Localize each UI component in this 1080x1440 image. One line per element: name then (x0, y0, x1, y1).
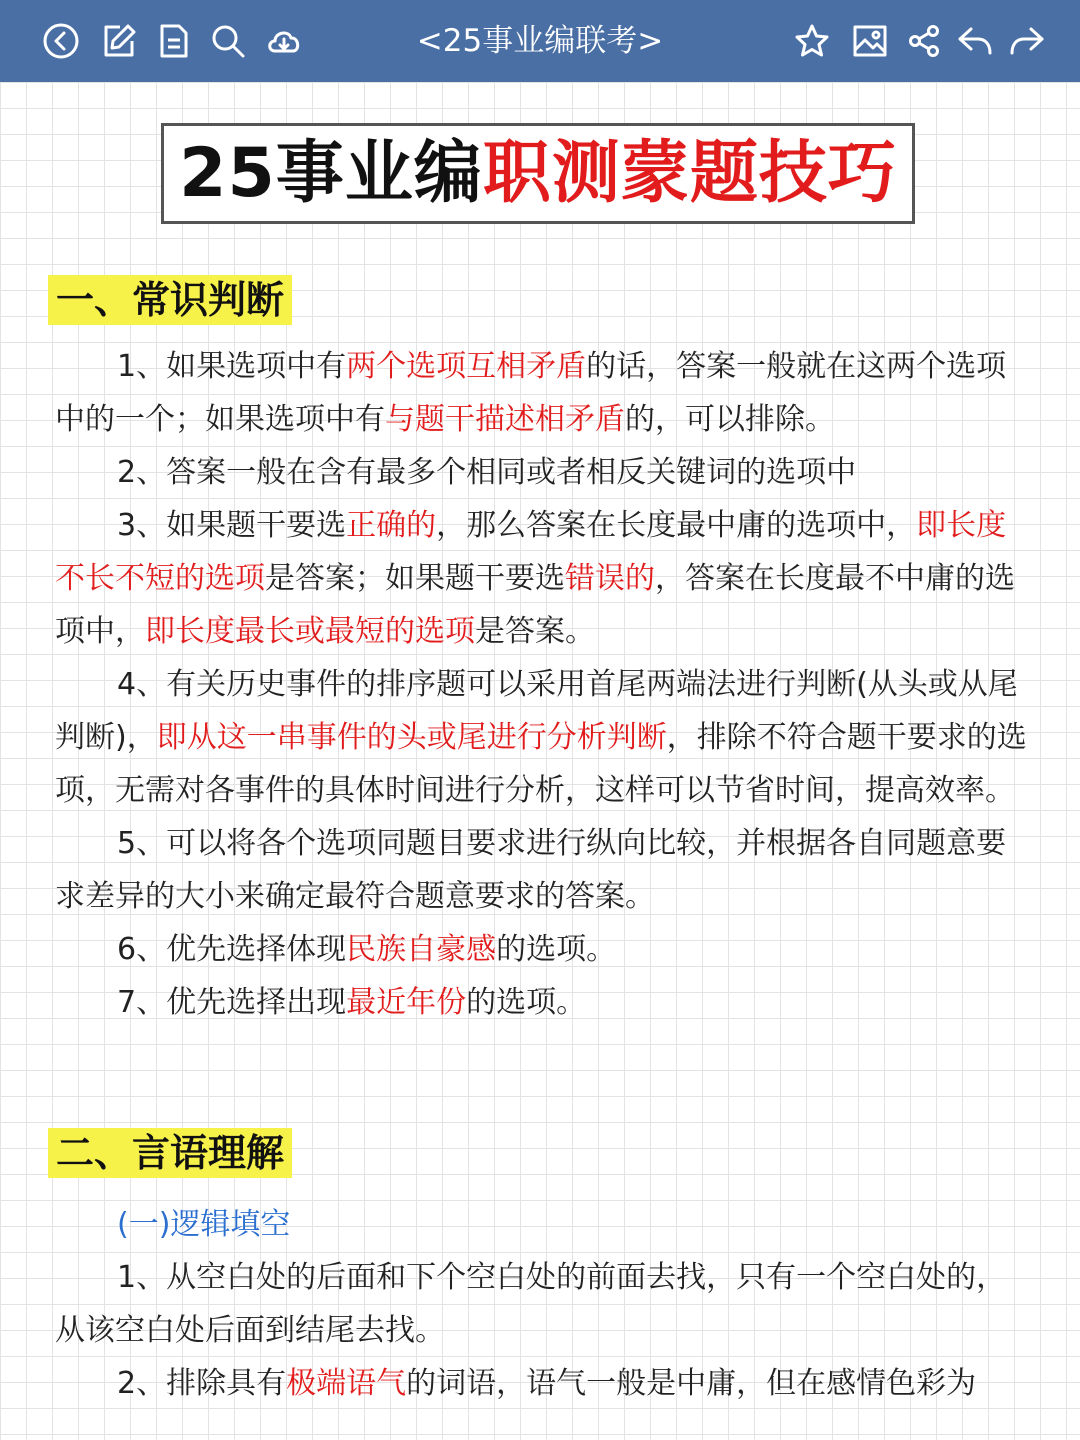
subheading-logic-fill: (一)逻辑填空 (117, 1207, 291, 1242)
section-1-body (55, 340, 1035, 1029)
paragraph-6: 6、优先选择体现民族自豪感的选项。 (117, 932, 617, 967)
search-icon[interactable] (209, 22, 247, 60)
paragraph-1: 1、如果选项中有两个选项互相矛盾的话，答案一般就在这两个选项中的一个；如果选项中有与题干描述相矛盾的，可以排除。 (55, 349, 1007, 437)
title-part-1: 25事业编 (179, 134, 483, 213)
image-icon[interactable] (851, 22, 889, 60)
forward-icon[interactable] (1008, 22, 1046, 60)
page-title (161, 123, 915, 224)
paragraph-5: 5、可以将各个选项同题目要求进行纵向比较，并根据各自同题意要求差异的大小来确定最符合题意要求的答案。 (55, 826, 1007, 914)
paragraph-8: 1、从空白处的后面和下个空白处的前面去找，只有一个空白处的，从该空白处后面到结尾去找。 (55, 1260, 1007, 1348)
star-icon[interactable] (793, 22, 831, 60)
window-title: <25事业编联考> (416, 23, 664, 59)
paragraph-2: 2、答案一般在含有最多个相同或者相反关键词的选项中 (117, 455, 857, 490)
section-heading-common-sense: 一、常识判断 (48, 275, 292, 325)
section-heading-verbal: 二、言语理解 (48, 1128, 292, 1178)
cloud-download-icon[interactable] (265, 22, 303, 60)
paragraph-7: 7、优先选择出现最近年份的选项。 (117, 985, 587, 1020)
edit-icon[interactable] (100, 22, 138, 60)
paragraph-9: 2、排除具有极端语气的词语，语气一般是中庸，但在感情色彩为 (117, 1366, 977, 1401)
share-icon[interactable] (905, 22, 943, 60)
section-2-body (55, 1251, 1035, 1410)
title-part-2: 职测蒙题技巧 (482, 134, 897, 213)
top-toolbar (0, 0, 1080, 82)
paragraph-4: 4、有关历史事件的排序题可以采用首尾两端法进行判断(从头或从尾判断)，即从这一串事件的头或尾进行分析判断，排除不符合题干要求的选项，无需对各事件的具体时间进行分析，这样可以节省时间，提高效率。 (55, 667, 1027, 808)
paragraph-3: 3、如果题干要选正确的，那么答案在长度最中庸的选项中，即长度不长不短的选项是答案；如果题干要选错误的，答案在长度最不中庸的选项中，即长度最长或最短的选项是答案。 (55, 508, 1015, 649)
back-icon[interactable] (42, 22, 80, 60)
reply-icon[interactable] (956, 22, 994, 60)
document-icon[interactable] (155, 22, 193, 60)
